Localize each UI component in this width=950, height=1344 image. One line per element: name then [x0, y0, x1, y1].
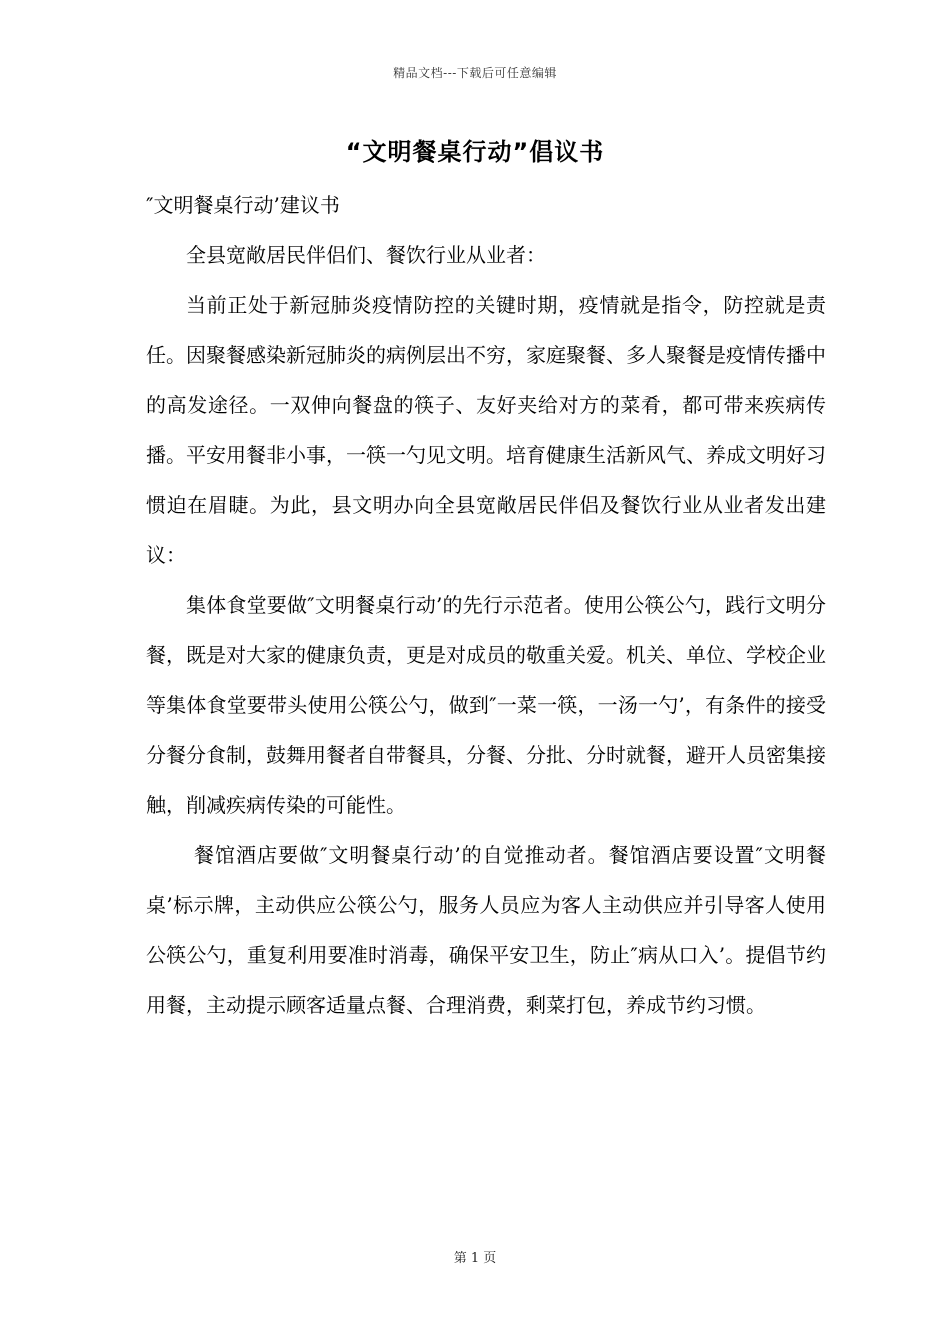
document-title: “文明餐桌行动”倡议书: [345, 138, 605, 166]
page-header: 精品文档---下载后可任意编辑: [393, 66, 557, 80]
page-number: 第 1 页: [453, 1251, 497, 1266]
document-subtitle: ″文明餐桌行动’建议书: [146, 193, 340, 217]
paragraph-restaurant: 餐馆酒店要做″文明餐桌行动’的自觉推动者。餐馆酒店要设置″文明餐桌’标示牌，主动供应公筷公勺，服务人员应为客人主动供应并引导客人使用公筷公勺，重复利用要准时消毒，确保平安卫生，防止″病从口入’。提倡节约用餐，主动提示顾客适量点餐、合理消费，剩菜打包，养成节约习惯。: [146, 843, 826, 1017]
salutation: 全县宽敞居民伴侣们、餐饮行业从业者：: [186, 243, 546, 267]
paragraph-intro: 当前正处于新冠肺炎疫情防控的关键时期，疫情就是指令，防控就是责任。因聚餐感染新冠肺炎的病例层出不穷，家庭聚餐、多人聚餐是疫情传播中的高发途径。一双伸向餐盘的筷子、友好夹给对方的菜肴，都可带来疾病传播。平安用餐非小事，一筷一勺见文明。培育健康生活新风气、养成文明好习惯迫在眉睫。为此，县文明办向全县宽敞居民伴侣及餐饮行业从业者发出建议：: [146, 293, 826, 567]
paragraph-canteen: 集体食堂要做″文明餐桌行动’的先行示范者。使用公筷公勺，践行文明分餐，既是对大家的健康负责，更是对成员的敬重关爱。机关、单位、学校企业等集体食堂要带头使用公筷公勺，做到″一菜一筷，一汤一勺’，有条件的接受分餐分食制，鼓舞用餐者自带餐具，分餐、分批、分时就餐，避开人员密集接触，削减疾病传染的可能性。: [146, 593, 826, 817]
document-body: [146, 180, 826, 1030]
